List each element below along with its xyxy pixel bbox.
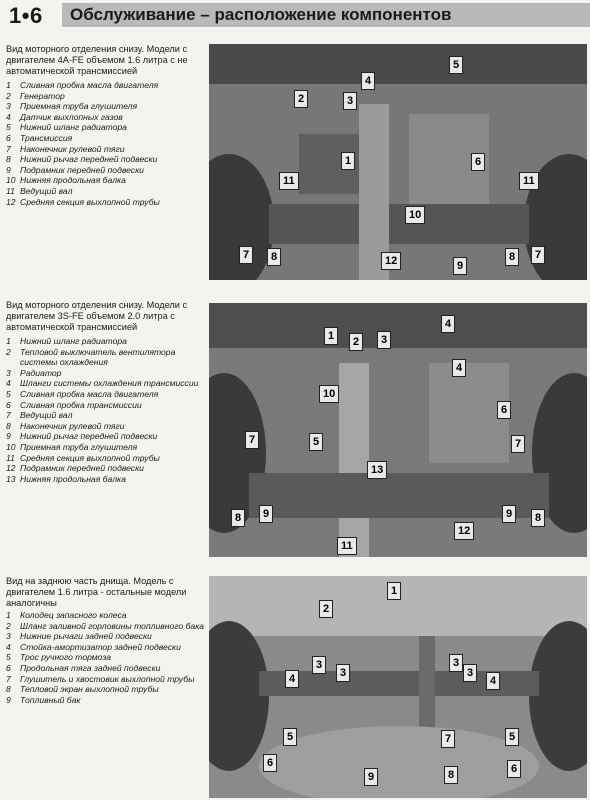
legend-item: 5 Трос ручного тормоза (6, 652, 112, 663)
section-caption: Вид моторного отделения снизу. Модели с двигателем 3S-FE объемом 2.0 литра с автоматической трансмиссией (6, 300, 188, 332)
callout-label: 4 (441, 315, 455, 333)
legend-item: 12 Подрамник передней подвески (6, 463, 144, 474)
legend-item: 3 Нижние рычаги задней подвески (6, 631, 152, 642)
legend-item: 8 Наконечник рулевой тяги (6, 420, 125, 431)
callout-label: 7 (511, 435, 525, 453)
callout-label: 10 (319, 385, 339, 403)
callout-label: 3 (343, 92, 357, 110)
legend-item: 2 Шланг заливной горловины топливного бака (6, 620, 205, 631)
callout-label: 5 (283, 728, 297, 746)
callout-label: 8 (505, 248, 519, 266)
legend-item: 7 Наконечник рулевой тяги (6, 143, 125, 154)
callout-label: 12 (454, 522, 474, 540)
callout-label: 13 (367, 461, 387, 479)
callout-label: 3 (449, 654, 463, 672)
callout-label: 11 (337, 537, 357, 555)
callout-label: 7 (441, 730, 455, 748)
callout-label: 5 (309, 433, 323, 451)
callout-label: 8 (267, 248, 281, 266)
section-legend (6, 336, 206, 484)
callout-label: 7 (245, 431, 259, 449)
callout-label: 9 (453, 257, 467, 275)
callout-label: 3 (377, 331, 391, 349)
legend-item: 2 Генератор (6, 90, 65, 101)
legend-item: 5 Сливная пробка масла двигателя (6, 388, 159, 399)
callout-label: 7 (239, 246, 253, 264)
callout-label: 4 (285, 670, 299, 688)
legend-item: 7 Глушитель и хвостовик выхлопной трубы (6, 673, 195, 684)
page-header (0, 0, 590, 30)
legend-item: 3 Радиатор (6, 367, 62, 378)
callout-label: 6 (263, 754, 277, 772)
callout-label: 11 (519, 172, 539, 190)
callout-label: 5 (505, 728, 519, 746)
callout-label: 3 (312, 656, 326, 674)
callout-label: 1 (341, 152, 355, 170)
callout-label: 8 (531, 509, 545, 527)
rear-underbody-photo (209, 576, 587, 798)
undercarriage-drawing (209, 44, 587, 280)
callout-label: 4 (452, 359, 466, 377)
section-legend (6, 80, 206, 207)
section-caption: Вид моторного отделения снизу. Модели с двигателем 4A-FE объемом 1.6 литра с не автоматической трансмиссией (6, 44, 188, 76)
legend-item: 8 Нижний рычаг передней подвески (6, 154, 158, 165)
legend-item: 10 Нижняя продольная балка (6, 175, 126, 186)
callout-label: 3 (463, 664, 477, 682)
legend-item: 6 Сливная пробка трансмиссии (6, 399, 142, 410)
section-legend (6, 610, 206, 705)
callout-label: 6 (507, 760, 521, 778)
legend-item: 9 Топливный бак (6, 694, 81, 705)
legend-item: 11 Ведущий вал (6, 185, 73, 196)
callout-label: 6 (471, 153, 485, 171)
callout-label: 2 (319, 600, 333, 618)
legend-item: 3 Приемная труба глушителя (6, 101, 138, 112)
legend-item: 9 Нижний рычаг передней подвески (6, 431, 158, 442)
callout-label: 6 (497, 401, 511, 419)
legend-item: 8 Тепловой экран выхлопной трубы (6, 684, 159, 695)
legend-item: 6 Продольная тяга задней подвески (6, 662, 161, 673)
legend-item: 12 Средняя секция выхлопной трубы (6, 196, 160, 207)
legend-item: 7 Ведущий вал (6, 410, 73, 421)
legend-item: 13 Нижняя продольная балка (6, 473, 126, 484)
legend-item: 4 Датчик выхлопных газов (6, 111, 123, 122)
page-title: Обслуживание – расположение компонентов (70, 5, 452, 24)
callout-label: 8 (444, 766, 458, 784)
page-number: 1•6 (9, 3, 43, 28)
legend-item: 6 Трансмиссия (6, 132, 73, 143)
legend-item: 4 Шланги системы охлаждения трансмиссии (6, 378, 199, 389)
callout-label: 11 (279, 172, 299, 190)
legend-item: 2 Тепловой выключатель вентилятора системы охлаждения (6, 346, 176, 368)
legend-item: 10 Приемная труба глушителя (6, 441, 138, 452)
legend-item: 4 Стойка-амортизатор задней подвески (6, 641, 181, 652)
section-caption: Вид на заднюю часть днища. Модель с двигателем 1.6 литра - остальные модели аналогичны (6, 576, 187, 608)
callout-label: 1 (324, 327, 338, 345)
callout-label: 9 (502, 505, 516, 523)
callout-label: 3 (336, 664, 350, 682)
legend-item: 1 Колодец запасного колеса (6, 610, 127, 620)
callout-label: 10 (405, 206, 425, 224)
engine-bay-photo (209, 303, 587, 557)
legend-item: 5 Нижний шланг радиатора (6, 122, 127, 133)
callout-label: 9 (364, 768, 378, 786)
engine-bay-photo (209, 44, 587, 280)
legend-item: 9 Подрамник передней подвески (6, 164, 144, 175)
legend-item: 1 Нижний шланг радиатора (6, 336, 127, 346)
callout-label: 7 (531, 246, 545, 264)
callout-label: 2 (349, 333, 363, 351)
legend-item: 11 Средняя секция выхлопной трубы (6, 452, 160, 463)
callout-label: 4 (486, 672, 500, 690)
callout-label: 4 (361, 72, 375, 90)
callout-label: 8 (231, 509, 245, 527)
callout-label: 9 (259, 505, 273, 523)
callout-label: 5 (449, 56, 463, 74)
legend-item: 1 Сливная пробка масла двигателя (6, 80, 159, 90)
callout-label: 12 (381, 252, 401, 270)
callout-label: 2 (294, 90, 308, 108)
callout-label: 1 (387, 582, 401, 600)
